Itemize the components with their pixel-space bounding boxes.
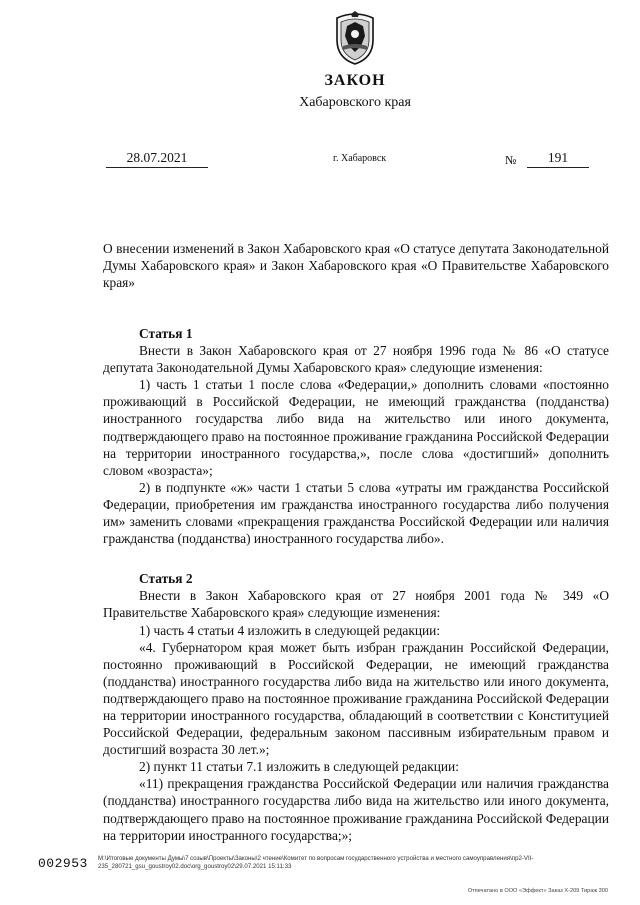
article-2-title: Статья 2: [139, 571, 193, 587]
article-1-item-1: 1) часть 1 статьи 1 после слова «Федерации,» дополнить словами «постоянно проживающий в Российской Федерации, не имеющий гражданства (подданства) иностранного государства либо вида на жительство или иного документа, подтверждающего право на постоянное проживание гражданина Российской Федерации на территории иностранного государства,», после слова «достигший» дополнить словом «возраста»;: [103, 377, 609, 478]
article-1-title: Статья 1: [139, 326, 193, 341]
document-number: 191: [527, 150, 589, 168]
document-subtitle: Хабаровского края: [299, 95, 411, 110]
law-heading: О внесении изменений в Закон Хабаровского края «О статусе депутата Законодательной Думы Хабаровского края» и Закон Хабаровского края «О Правительстве Хабаровского края»: [103, 241, 609, 290]
article-1-item-2: 2) в подпункте «ж» части 1 статьи 5 слова «утраты им гражданства Российской Федерации, приобретения им гражданства иностранного государства либо получения им» заменить словами «прекращения гражданства Российской Федерации или наличия гражданства (подданства) иностранного государства либо».: [103, 479, 609, 547]
document-date: 28.07.2021: [106, 150, 208, 168]
footer-file-path: M:\Итоговые документы Думы\7 созыв\Проекты\Законы\2 чтение\Комитет по вопросам государственного устройства и местного самоуправления\пр2-VII-235_280721_gsu_goustroy02.doc\org_goustroy02\29.07.2021 15:11:33: [98, 855, 534, 870]
article-spacer: [103, 547, 609, 570]
number-sign: №: [505, 153, 517, 167]
article-2-item-1: 1) часть 4 статьи 4 изложить в следующей редакции:: [139, 622, 441, 638]
document-city: г. Хабаровск: [333, 153, 387, 164]
article-2-item-2: 2) пункт 11 статьи 7.1 изложить в следующей редакции:: [139, 759, 459, 775]
article-2-item-2-text: «11) прекращения гражданства Российской Федерации или наличия гражданства (подданства) иностранного государства либо вида на жительство или иного документа, подтверждающего право на постоянное проживание гражданина Российской Федерации на территории иностранного государства;»;: [103, 776, 609, 843]
article-2-item-1-text: «4. Губернатором края может быть избран гражданин Российской Федерации, постоянно проживающий в Российской Федерации, не имеющий гражданства (подданства) иностранного государства либо вида на жительство или иного документа, подтверждающего право на постоянное проживание гражданина Российской Федерации на территории иностранного государства, обладающий в соответствии с Конституцией Российской Федерации, федеральным законом пассивным избирательным правом и достигший возраста 30 лет.»;: [103, 639, 609, 758]
footer-doc-number: 002953: [38, 856, 88, 871]
footer-print-note: Отпечатано в ООО «Эффект» Заказ Х-209 Тираж 300: [467, 888, 608, 894]
law-body: [103, 325, 609, 844]
article-1-intro: Внести в Закон Хабаровского края от 27 ноября 1996 года № 86 «О статусе депутата Законодательной Думы Хабаровского края» следующие изменения:: [103, 343, 609, 376]
article-2-intro: Внести в Закон Хабаровского края от 27 ноября 2001 года № 349 «О Правительстве Хабаровского края» следующие изменения:: [103, 588, 609, 621]
document-title: ЗАКОН: [324, 72, 386, 89]
coat-of-arms-icon: [329, 10, 381, 66]
